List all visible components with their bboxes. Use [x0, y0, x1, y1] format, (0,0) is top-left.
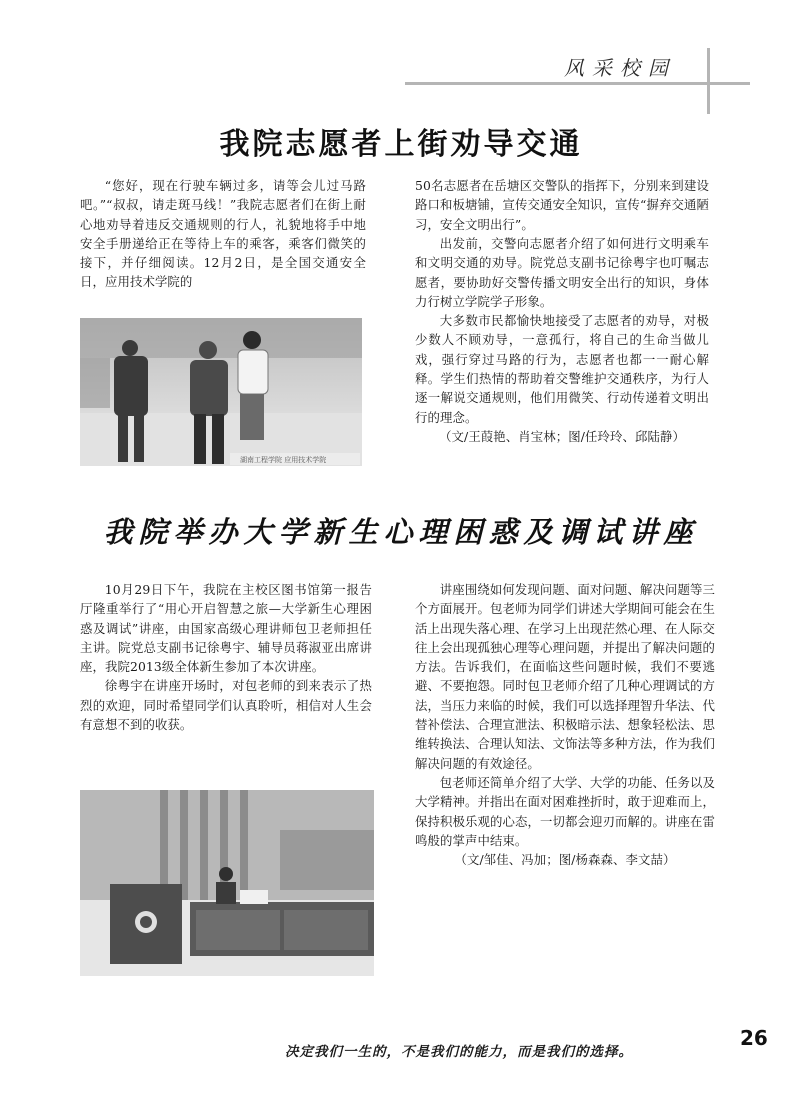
- article2-credit: （文/邹佳、冯加；图/杨森森、李文喆）: [454, 852, 676, 868]
- article2-title: 我院举办大学新生心理困惑及调试讲座: [103, 515, 699, 549]
- article1-credit: （文/王葭艳、肖宝林；图/任玲玲、邱陆静）: [439, 428, 685, 444]
- article2-photo: [80, 790, 374, 976]
- header-rule-vertical: [707, 48, 710, 114]
- article2-paragraph-3: 讲座围绕如何发现问题、面对问题、解决问题等三个方面展开。包老师为同学们讲述大学期间可能会在生活上出现失落心理、在学习上出现茫然心理、在人际交往上会出现孤独心理等心理问题，并提出了解决问题的方法。告诉我们，在面临这些问题时候，我们不要逃避、不要抱怨。同时包卫老师介绍了几种心理调试的方法，当压力来临的时候，我们可以选择理智升华法、代替补偿法、合理宣泄法、积极暗示法、想象轻松法、思维转换法、合理认知法、文饰法等多种方法，作为我们解决问题的有效途径。: [415, 582, 715, 771]
- article2-column-left: [80, 580, 372, 734]
- lecture-hall-photo: [80, 790, 374, 976]
- header-rule-horizontal: [405, 82, 750, 85]
- article1-paragraph-1: “您好，现在行驶车辆过多，请等会儿过马路吧。”“叔叔，请走斑马线！”我院志愿者们在街上耐心地劝导着违反交通规则的行人，礼貌地将手中地安全手册递给正在等待上车的乘客，乘客们微笑的接下，并仔细阅读。12月2日，是全国交通安全日，应用技术学院的: [80, 178, 366, 290]
- volunteers-street-photo: [80, 318, 362, 466]
- page-number: 26: [740, 1026, 768, 1050]
- section-label: 风采校园: [564, 56, 676, 80]
- article1-title: 我院志愿者上街劝导交通: [219, 127, 583, 162]
- article1-paragraph-1-continued: 50名志愿者在岳塘区交警队的指挥下，分别来到建设路口和板塘铺，宣传交通安全知识，宣传“摒弃交通陋习，安全文明出行”。: [415, 178, 709, 232]
- article2-paragraph-1: 10月29日下午，我院在主校区图书馆第一报告厅隆重举行了“用心开启智慧之旅—大学新生心理困惑及调试”讲座，由国家高级心理讲师包卫老师担任主讲。院党总支副书记徐粤宇、辅导员蒋淑亚出席讲座，我院2013级全体新生参加了本次讲座。: [80, 582, 372, 675]
- article1-paragraph-3: 大多数市民都愉快地接受了志愿者的劝导，对极少数人不顾劝导，一意孤行，将自己的生命当做儿戏，强行穿过马路的行为，志愿者也都一一耐心解释。学生们热情的帮助着交警维护交通秩序，为行人逐一解说交通规则，他们用微笑、行动传递着文明出行的理念。: [415, 313, 709, 425]
- footer-motto: 决定我们一生的，不是我们的能力，而是我们的选择。: [285, 1044, 633, 1060]
- article2-column-right: [415, 580, 715, 869]
- article1-photo: [80, 318, 362, 466]
- article2-paragraph-2: 徐粤宇在讲座开场时，对包老师的到来表示了热烈的欢迎，同时希望同学们认真聆听，相信对人生会有意想不到的收获。: [80, 678, 372, 733]
- photo-watermark: 湖南工程学院 应用技术学院: [240, 456, 327, 464]
- article1-column-left: [80, 176, 366, 292]
- article1-paragraph-2: 出发前，交警向志愿者介绍了如何进行文明乘车和文明交通的劝导。院党总支副书记徐粤宇也叮嘱志愿者，要协助好交警传播文明安全出行的知识，身体力行树立学院学子形象。: [415, 236, 709, 309]
- article2-paragraph-4: 包老师还简单介绍了大学、大学的功能、任务以及大学精神。并指出在面对困难挫折时，敢于迎难而上，保持积极乐观的心态，一切都会迎刃而解的。讲座在雷鸣般的掌声中结束。: [415, 774, 715, 848]
- article1-column-right: [415, 176, 709, 446]
